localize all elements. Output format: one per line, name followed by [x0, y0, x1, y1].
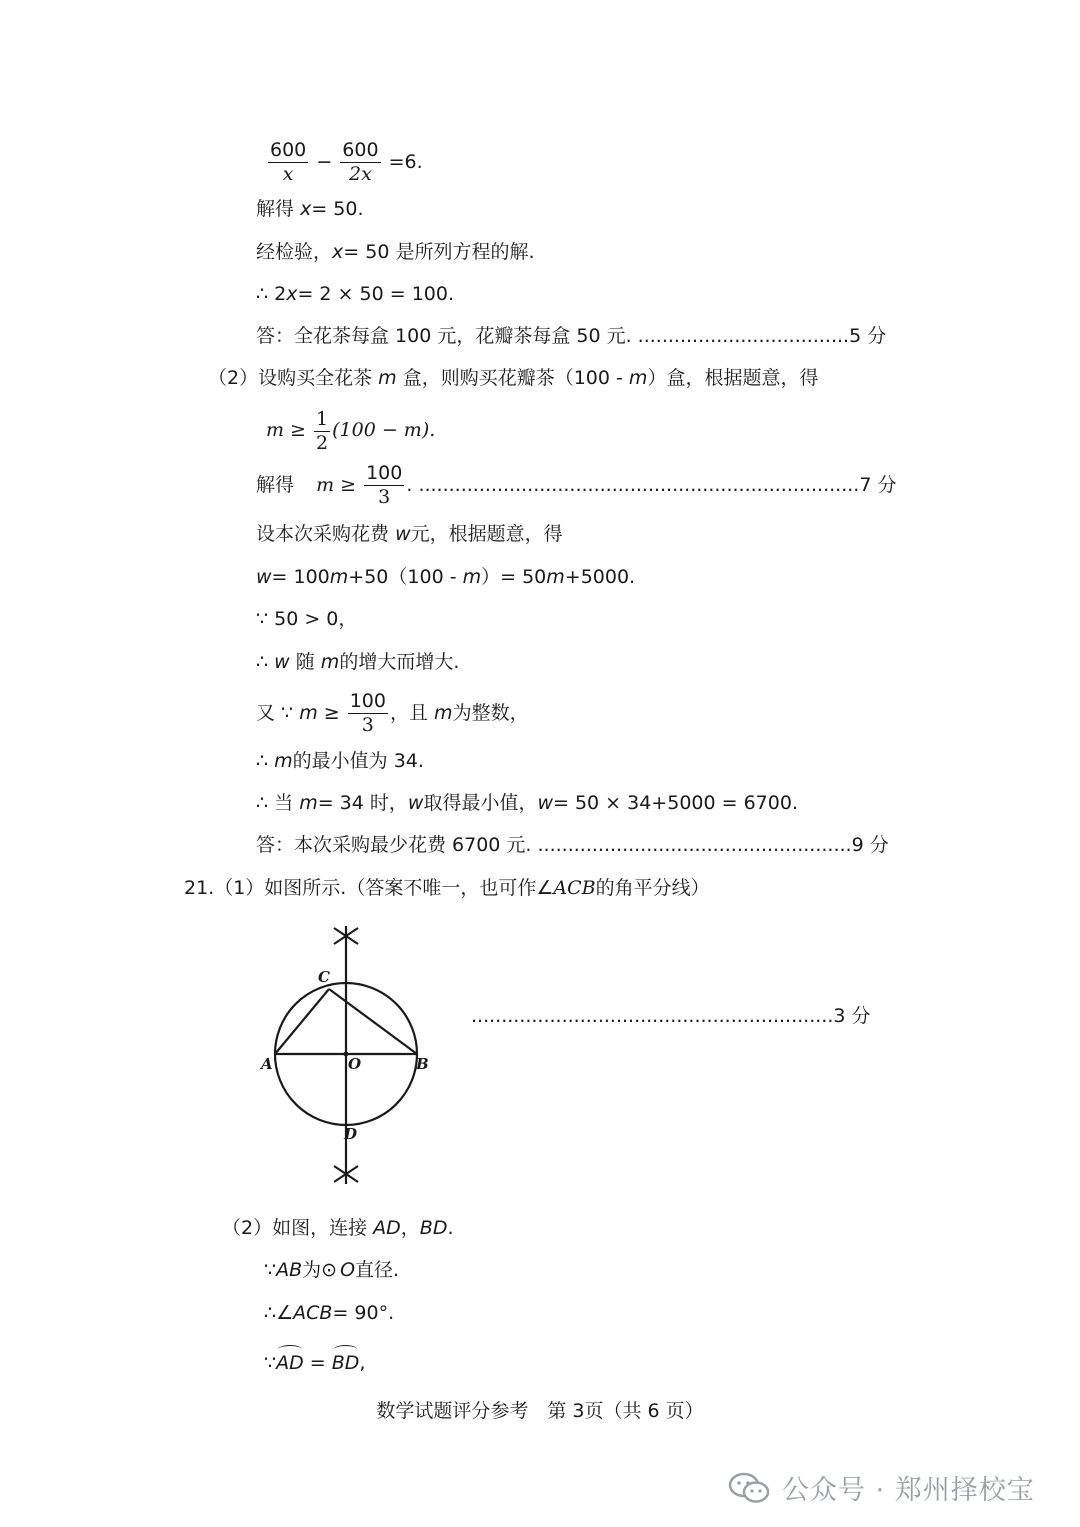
- text: 设本次采购花费: [256, 523, 390, 545]
- denominator: 2: [316, 431, 329, 454]
- text: = 50 是所列方程的解.: [343, 241, 535, 263]
- text: 盒，则购买花瓣茶（100 -: [402, 367, 623, 389]
- text: 经检验，: [256, 241, 333, 263]
- text: 解得: [256, 198, 295, 220]
- brand-text: 公众号 · 郑州择校宝: [782, 1475, 1035, 1506]
- answer-line-2: 答：本次采购最少花费 6700 元. ....................................................9 分: [256, 834, 889, 856]
- inequality-line: [266, 408, 435, 453]
- text: 为⊙: [302, 1259, 338, 1281]
- variable: x: [332, 241, 344, 263]
- text: . .........................................................................7 分: [406, 474, 897, 496]
- text: 取得最小值，: [423, 792, 538, 814]
- text: = 50.: [311, 198, 364, 220]
- inequality-solution: [256, 462, 896, 508]
- variable: m: [434, 702, 453, 724]
- text: ，且: [389, 702, 428, 724]
- text: ∴: [256, 651, 269, 673]
- variable: m: [628, 367, 648, 389]
- text: = 2 × 50 = 100.: [297, 283, 454, 305]
- text: 为整数，: [452, 702, 529, 724]
- numerator: 100: [366, 462, 403, 484]
- variable: w: [537, 792, 553, 814]
- cost-function: [256, 565, 635, 589]
- text: 的角平分线）: [595, 877, 710, 899]
- variable: m: [546, 566, 565, 588]
- variable: m: [378, 367, 397, 389]
- text: m ≥: [266, 419, 306, 441]
- arc-equality-line: [264, 1351, 365, 1375]
- denominator: 3: [361, 714, 374, 736]
- text: 21.（1）如图所示.（答案不唯一，也可作∠: [184, 877, 554, 899]
- label-a: A: [261, 1055, 273, 1073]
- text: ,: [359, 1352, 366, 1374]
- variable: m: [329, 566, 349, 588]
- since-line: ∵ 50 > 0，: [256, 608, 358, 630]
- text: ≥: [323, 702, 340, 724]
- variable: m: [299, 792, 318, 814]
- fraction-600-x: [268, 141, 308, 184]
- text: 的增大而增大.: [339, 651, 460, 673]
- min-value-line: [256, 749, 424, 773]
- text: +50（100 -: [348, 566, 457, 588]
- arc-ad: AD: [276, 1352, 304, 1374]
- diameter-line: [264, 1258, 399, 1282]
- text: ∴∠: [264, 1302, 294, 1324]
- denominator: 3: [378, 486, 391, 508]
- variable: m: [462, 566, 482, 588]
- text: ∵: [264, 1352, 277, 1374]
- watermark-brand: [728, 1468, 1035, 1507]
- variable: O: [340, 1259, 356, 1281]
- fraction-100-3: [364, 464, 404, 507]
- monotonic-line: [256, 650, 459, 674]
- angle-label: ACB: [553, 877, 596, 899]
- label-d: D: [344, 1125, 358, 1143]
- solution-line: [256, 197, 364, 221]
- text: （2）如图，连接: [222, 1217, 368, 1239]
- min-cost-line: [256, 791, 798, 815]
- text: （2）设购买全花茶: [208, 367, 373, 389]
- variable: m: [320, 651, 340, 673]
- text: ）盒，根据题意，得: [647, 367, 819, 389]
- text: = 90°.: [332, 1302, 395, 1324]
- segment-label: AD: [373, 1217, 401, 1239]
- denominator: 2x: [349, 163, 372, 185]
- cost-setup: [256, 522, 563, 546]
- text: ）= 50: [481, 566, 547, 588]
- minus-sign: −: [316, 151, 333, 173]
- page-footer: 数学试题评分参考 第 3页（共 6 页）: [376, 1400, 704, 1422]
- numerator: 600: [342, 139, 379, 161]
- angle-label: ACB: [293, 1302, 333, 1324]
- text: ，: [400, 1217, 420, 1239]
- text: (100 − m).: [332, 419, 436, 441]
- label-b: B: [416, 1055, 429, 1073]
- text: = 34 时，: [317, 792, 408, 814]
- text: 的最小值为 34.: [292, 750, 424, 772]
- segment-label: AB: [276, 1259, 303, 1281]
- equation-rhs: =6.: [388, 151, 423, 173]
- verification-line: [256, 240, 534, 264]
- text: ∴: [256, 750, 269, 772]
- arc-bd: BD: [331, 1352, 360, 1374]
- variable: w: [407, 792, 424, 814]
- wechat-icon: [728, 1472, 770, 1504]
- variable: x: [300, 198, 312, 220]
- fraction-100-3: [348, 692, 388, 735]
- variable: m: [274, 750, 293, 772]
- text: 解得: [256, 474, 295, 496]
- fraction-1-2: [314, 407, 330, 454]
- calc-line: [256, 282, 454, 306]
- chord-cb: [329, 989, 417, 1054]
- text: ∵: [264, 1259, 277, 1281]
- variable: x: [286, 283, 298, 305]
- integer-condition: [256, 690, 529, 736]
- denominator: x: [282, 163, 294, 185]
- text: =: [309, 1352, 326, 1374]
- equation-fraction: [266, 138, 423, 186]
- numerator: 1: [316, 407, 329, 430]
- text: ∴ 2: [256, 283, 287, 305]
- text: 直径.: [355, 1259, 400, 1281]
- text: 随: [295, 651, 315, 673]
- question-21-part2: [222, 1216, 454, 1240]
- question-21-part1: [184, 876, 710, 900]
- numerator: 600: [270, 139, 307, 161]
- variable: w: [274, 651, 290, 673]
- text: .: [447, 1217, 454, 1239]
- text: ∴ 当: [256, 792, 294, 814]
- variable: w: [256, 566, 272, 588]
- text: 元，根据题意，得: [410, 523, 563, 545]
- answer-line-1: 答：全花茶每盒 100 元，花瓣茶每盒 50 元. ...................................5 分: [256, 325, 887, 347]
- variable: m ≥: [316, 474, 357, 496]
- part2-setup: [208, 366, 818, 390]
- text: = 50 × 34+5000 = 6700.: [553, 792, 798, 814]
- text: +5000.: [564, 566, 636, 588]
- text: 又 ∵: [256, 702, 294, 724]
- fraction-600-2x: [340, 141, 380, 184]
- right-angle-line: [264, 1301, 394, 1325]
- variable: w: [395, 523, 411, 545]
- segment-label: BD: [419, 1217, 448, 1239]
- numerator: 100: [349, 690, 386, 712]
- text: = 100: [271, 566, 330, 588]
- circle-diagram: [256, 922, 456, 1192]
- score-3: ............................................................3 分: [471, 1005, 871, 1027]
- label-o: O: [348, 1055, 362, 1073]
- variable: m: [299, 702, 318, 724]
- label-c: C: [318, 968, 330, 986]
